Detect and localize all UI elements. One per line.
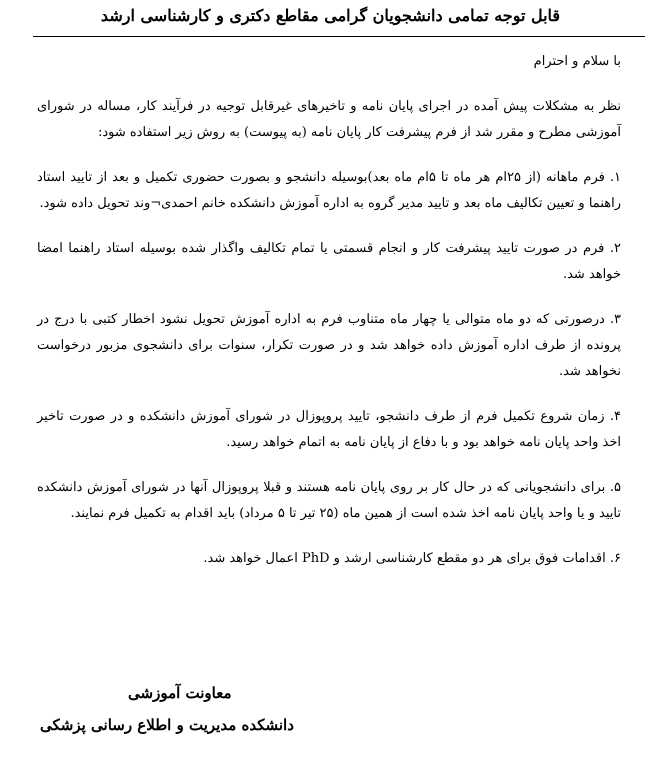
document-body bbox=[37, 49, 621, 591]
rule-item-6: ۶. اقدامات فوق برای هر دو مقطع کارشناسی ارشد و PhD اعمال خواهد شد. bbox=[203, 551, 621, 566]
document-title: قابل توجه تمامی دانشجویان گرامی مقاطع دکتری و کارشناسی ارشد bbox=[100, 6, 561, 25]
signature-role: معاونت آموزشی bbox=[128, 684, 232, 702]
rule-item-4: ۴. زمان شروع تکمیل فرم از طرف دانشجو، تایید پروپوزال در شورای آموزش دانشکده و در صورت تاخیر اخذ واحد پایان نامه خواهد بود و با دفاع از پایان نامه به اتمام خواهد رسید. bbox=[37, 409, 621, 450]
rule-item-2: ۲. فرم در صورت تایید پیشرفت کار و انجام قسمتی یا تمام تکالیف واگذار شده بوسیله استاد راهنما امضا خواهد شد. bbox=[37, 241, 621, 282]
intro-paragraph: نظر به مشکلات پیش آمده در اجرای پایان نامه و تاخیرهای غیرقابل توجیه در فرآیند کار، مساله در شورای آموزشی مطرح و مقرر شد از فرم پیشرفت کار پایان نامه (به پیوست) به روش زیر استفاده شود: bbox=[37, 99, 621, 140]
signature-block bbox=[0, 680, 661, 750]
title-divider bbox=[33, 36, 645, 37]
rule-item-5: ۵. برای دانشجویانی که در حال کار بر روی پایان نامه هستند و قبلا پروپوزال آنها در شورای آموزش دانشکده تایید و یا واحد پایان نامه اخذ شده است از همین ماه (۲۵ تیر تا ۵ مرداد) باید اقدام به تکمیل فرم نمایند. bbox=[37, 480, 621, 521]
greeting-line: با سلام و احترام bbox=[533, 54, 621, 69]
rule-item-1: ۱. فرم ماهانه (از ۲۵ام هر ماه تا ۵ام ماه بعد)بوسیله دانشجو و بصورت حضوری تکمیل و بعد از تایید استاد راهنما و تعیین تکالیف ماه بعد و تایید مدیر گروه به اداره آموزش دانشکده خانم احمدی¬وند تحویل داده شود. bbox=[37, 170, 621, 211]
signature-organization: دانشکده مدیریت و اطلاع رسانی پزشکی bbox=[40, 716, 294, 734]
rule-item-3: ۳. درصورتی که دو ماه متوالی یا چهار ماه متناوب فرم به اداره آموزش تحویل نشود اخطار کتبی با درج در پرونده از طرف اداره آموزش داده خواهد شد و در صورت تکرار، سنوات برای دانشجوی مزبور درخواست نخواهد شد. bbox=[37, 312, 621, 379]
